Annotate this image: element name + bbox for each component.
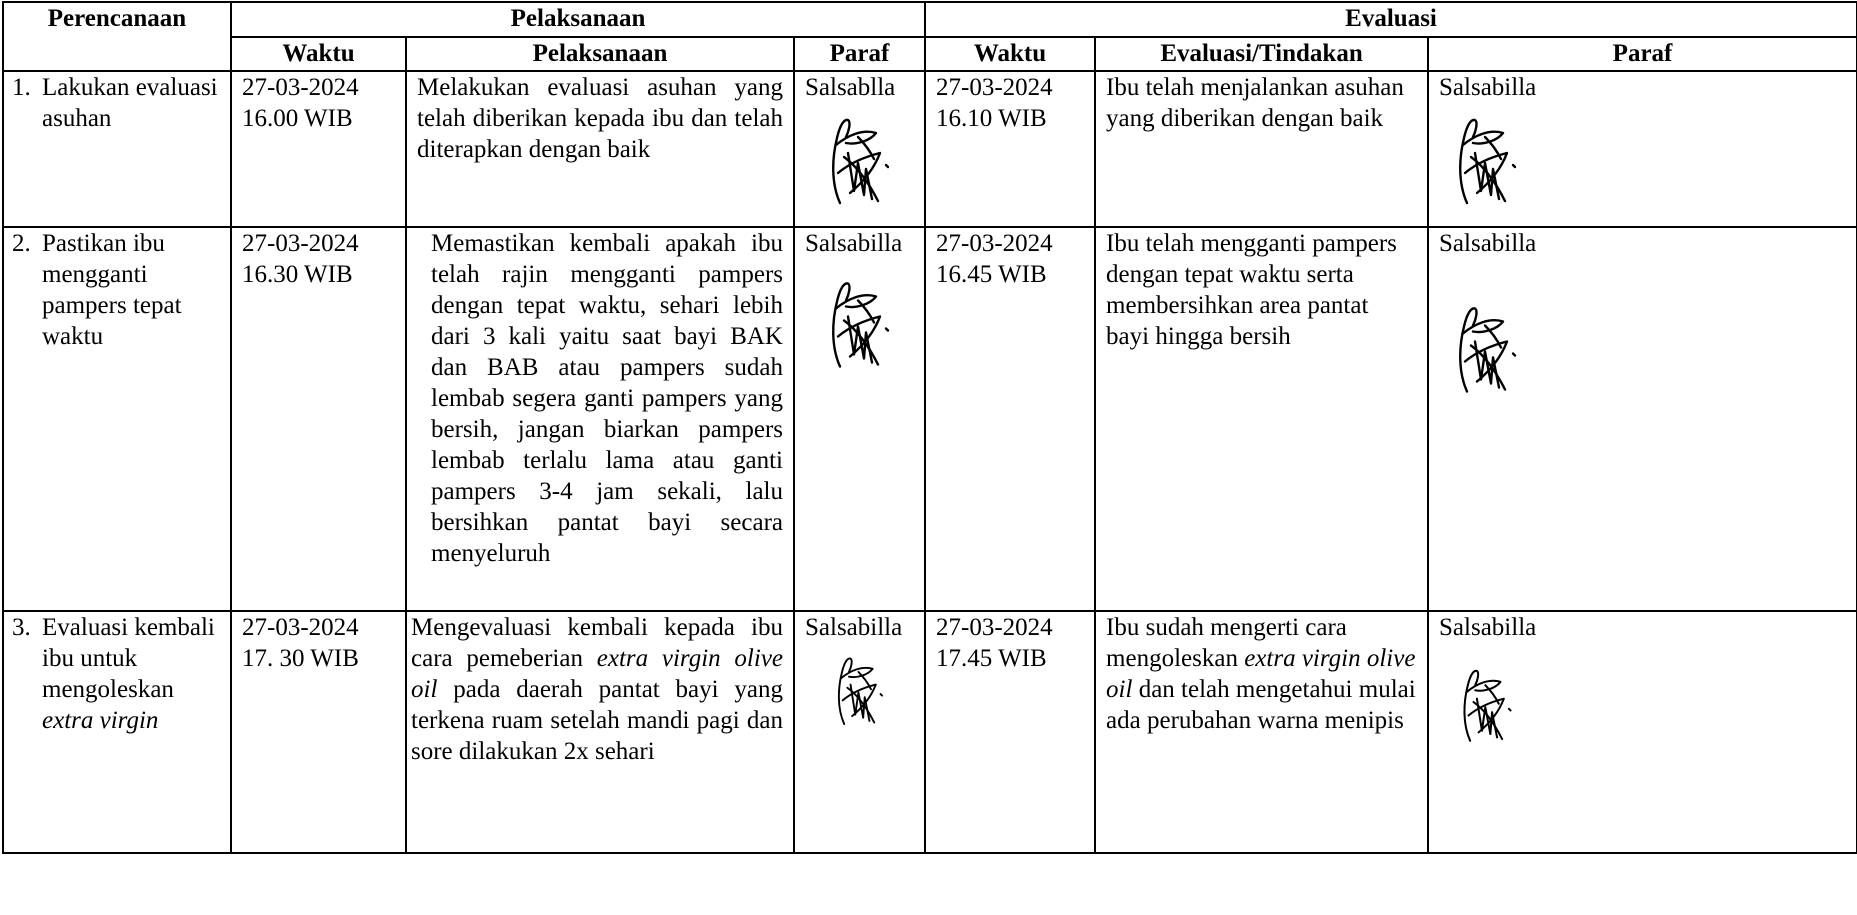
- time-hour: 16.00 WIB: [242, 105, 353, 132]
- header-evaluasi-group: Evaluasi: [925, 2, 1857, 37]
- header-row-columns: [3, 37, 1857, 71]
- plan-text-a: Evaluasi kembali ibu untuk mengoleskan: [42, 614, 215, 703]
- eval-date: 27-03-2024: [936, 230, 1053, 257]
- evaluation-text-a: Ibu sudah mengerti cara mengoleskan: [1106, 614, 1347, 672]
- table-row: [3, 227, 1857, 611]
- paraf-name: Salsabilla: [805, 614, 903, 641]
- header-paraf-evaluasi: Paraf: [1428, 37, 1857, 71]
- eval-date: 27-03-2024: [936, 74, 1053, 101]
- row-number: 3.: [12, 614, 31, 641]
- time-cell: [231, 611, 406, 853]
- table-row: [3, 611, 1857, 853]
- signature-image: [1455, 665, 1519, 745]
- plan-text: Lakukan evaluasi asuhan: [42, 74, 218, 132]
- plan-text: Pastikan ibu mengganti pampers tepat waktu: [42, 230, 182, 350]
- paraf-cell: [794, 71, 925, 227]
- header-pelaksanaan: Pelaksanaan: [406, 37, 794, 71]
- signature-image: [828, 113, 892, 208]
- evaluation-cell: Ibu telah mengganti pampers dengan tepat waktu serta membersihkan area pantat bayi hingga bersih: [1095, 227, 1428, 611]
- eval-paraf-cell: [1428, 611, 1857, 853]
- evaluation-cell: Ibu telah menjalankan asuhan yang diberikan dengan baik: [1095, 71, 1428, 227]
- paraf-cell: [794, 611, 925, 853]
- plan-cell: [3, 71, 231, 227]
- eval-date: 27-03-2024: [936, 614, 1053, 641]
- signature-image: [1455, 113, 1519, 208]
- signature-image: [828, 653, 892, 728]
- action-text-c: pada daerah pantat bayi yang terkena ruam setelah mandi pagi dan sore dilakukan 2x sehari: [411, 676, 783, 765]
- time-date: 27-03-2024: [242, 614, 359, 641]
- eval-time-cell: [925, 611, 1095, 853]
- eval-hour: 16.45 WIB: [936, 261, 1047, 288]
- plan-text: [12, 612, 220, 736]
- header-perencanaan: Perencanaan: [3, 2, 231, 71]
- eval-paraf-cell: [1428, 227, 1857, 611]
- signature-image: [1455, 289, 1519, 409]
- paraf-name: Salsabilla: [1439, 230, 1537, 257]
- row-number: 2.: [12, 230, 31, 257]
- header-waktu-evaluasi: Waktu: [925, 37, 1095, 71]
- action-cell: Memastikan kembali apakah ibu telah rajin mengganti pampers dengan tepat waktu, sehari lebih dari 3 kali yaitu saat bayi BAK dan BAB atau pampers sudah lembab segera ganti pampers yang bersih, jangan biarkan pampers lembab terlalu lama atau ganti pampers 3-4 jam sekali, lalu bersihkan pantat bayi secara menyeluruh: [406, 227, 794, 611]
- eval-time-cell: [925, 71, 1095, 227]
- eval-hour: 16.10 WIB: [936, 105, 1047, 132]
- care-plan-table: [2, 1, 1857, 854]
- action-text-italic: extra virgin olive oil: [411, 645, 784, 703]
- eval-hour: 17.45 WIB: [936, 645, 1047, 672]
- signature-image: [828, 269, 892, 379]
- plan-cell: [3, 611, 231, 853]
- paraf-name: Salsabilla: [1439, 614, 1537, 641]
- header-pelaksanaan-group: Pelaksanaan: [231, 2, 925, 37]
- time-date: 27-03-2024: [242, 74, 359, 101]
- time-cell: [231, 227, 406, 611]
- paraf-name: Salsabilla: [1439, 74, 1537, 101]
- time-hour: 16.30 WIB: [242, 261, 353, 288]
- evaluation-cell: [1095, 611, 1428, 853]
- eval-time-cell: [925, 227, 1095, 611]
- header-waktu: Waktu: [231, 37, 406, 71]
- row-number: 1.: [12, 74, 31, 101]
- time-cell: [231, 71, 406, 227]
- header-paraf: Paraf: [794, 37, 925, 71]
- paraf-cell: [794, 227, 925, 611]
- plan-text-italic: extra virgin: [42, 707, 159, 734]
- header-row-groups: [3, 2, 1857, 37]
- evaluation-text-italic: extra virgin olive oil: [1106, 645, 1416, 703]
- time-date: 27-03-2024: [242, 230, 359, 257]
- plan-cell: [3, 227, 231, 611]
- action-cell: [406, 611, 794, 853]
- table-row: [3, 71, 1857, 227]
- action-text-a: Mengevaluasi kembali kepada ibu cara pemeberian: [411, 614, 783, 672]
- time-hour: 17. 30 WIB: [242, 645, 359, 672]
- paraf-name: Salsabilla: [805, 230, 903, 257]
- paraf-name: Salsablla: [805, 74, 896, 101]
- action-cell: Melakukan evaluasi asuhan yang telah diberikan kepada ibu dan telah diterapkan dengan baik: [406, 71, 794, 227]
- evaluation-text-c: dan telah mengetahui mulai ada perubahan warna menipis: [1106, 676, 1416, 734]
- eval-paraf-cell: [1428, 71, 1857, 227]
- header-evaluasi-tindakan: Evaluasi/Tindakan: [1095, 37, 1428, 71]
